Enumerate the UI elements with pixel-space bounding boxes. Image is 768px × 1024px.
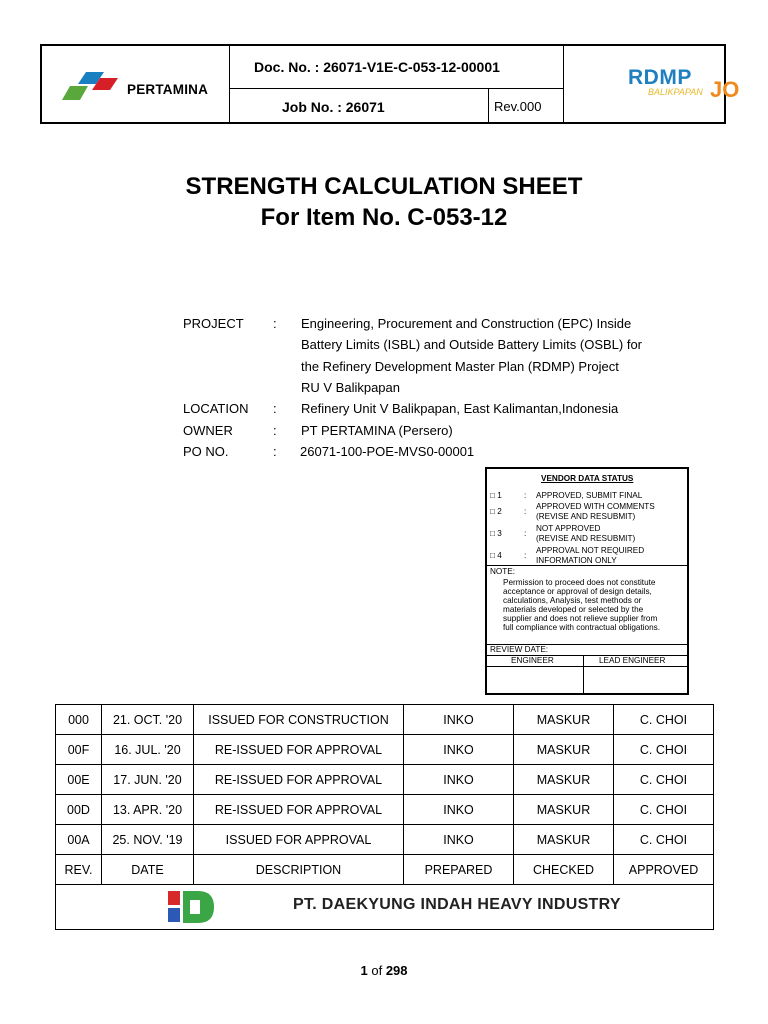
- info-colon: :: [273, 401, 277, 416]
- status-checkbox: □ 3: [490, 529, 502, 538]
- date-cell: 25. NOV. '19: [102, 825, 194, 855]
- page-current: 1: [360, 963, 368, 978]
- vendor-data-status-stamp: [485, 467, 689, 695]
- stamp-divider: [487, 565, 687, 566]
- contractor-logo-cell: [56, 885, 714, 930]
- rev-cell: 00F: [56, 735, 102, 765]
- document-subtitle: For Item No. C-053-12: [260, 204, 508, 231]
- pertamina-logo-text: PERTAMINA: [127, 82, 209, 97]
- table-row: [56, 825, 714, 855]
- revision-number: Rev.000: [494, 99, 542, 114]
- status-checkbox: □ 4: [490, 551, 502, 560]
- status-text: INFORMATION ONLY: [536, 556, 617, 565]
- checked-cell: MASKUR: [514, 765, 614, 795]
- description-cell: RE-ISSUED FOR APPROVAL: [194, 795, 404, 825]
- info-value-po: 26071-100-POE-MVS0-00001: [300, 444, 475, 459]
- table-row: [56, 705, 714, 735]
- info-value-line: Engineering, Procurement and Construction (EPC) Inside: [301, 316, 632, 331]
- header-divider: [488, 88, 489, 122]
- info-value-owner: PT PERTAMINA (Persero): [301, 423, 453, 438]
- approved-cell: C. CHOI: [614, 705, 714, 735]
- approved-cell: C. CHOI: [614, 765, 714, 795]
- note-line: calculations, Analysis, test methods or: [503, 596, 642, 605]
- document-title: STRENGTH CALCULATION SHEET: [185, 173, 583, 200]
- status-text: APPROVED, SUBMIT FINAL: [536, 491, 643, 500]
- rdmp-logo-text: RDMP: [628, 66, 692, 89]
- pertamina-logo-icon: [62, 70, 124, 106]
- page-number: [0, 963, 768, 978]
- note-label: NOTE:: [490, 567, 516, 576]
- job-number: Job No. : 26071: [282, 99, 385, 115]
- info-value-location: Refinery Unit V Balikpapan, East Kalimantan,Indonesia: [301, 401, 619, 416]
- note-line: full compliance with contractual obligations.: [503, 623, 661, 632]
- info-label: LOCATION: [183, 401, 249, 416]
- document-header: [40, 44, 740, 124]
- status-text: (REVISE AND RESUBMIT): [536, 534, 636, 543]
- rev-cell: 00A: [56, 825, 102, 855]
- description-cell: ISSUED FOR CONSTRUCTION: [194, 705, 404, 735]
- approved-cell: C. CHOI: [614, 795, 714, 825]
- checked-cell: MASKUR: [514, 735, 614, 765]
- date-cell: 21. OCT. '20: [102, 705, 194, 735]
- checked-cell: MASKUR: [514, 705, 614, 735]
- info-label: PROJECT: [183, 316, 244, 331]
- info-label: OWNER: [183, 423, 233, 438]
- approved-cell: C. CHOI: [614, 825, 714, 855]
- rev-header: REV.: [56, 855, 102, 885]
- stamp-divider: [487, 666, 687, 667]
- info-colon: :: [273, 316, 277, 331]
- header-divider: [563, 46, 564, 122]
- status-colon: :: [524, 491, 527, 500]
- status-colon: :: [524, 507, 527, 516]
- info-colon: :: [273, 423, 277, 438]
- date-cell: 16. JUL. '20: [102, 735, 194, 765]
- review-date-label: REVIEW DATE:: [490, 645, 549, 654]
- approved-cell: C. CHOI: [614, 735, 714, 765]
- info-value-line: Battery Limits (ISBL) and Outside Battery Limits (OSBL) for: [301, 337, 643, 353]
- note-line: supplier and does not relieve supplier from: [503, 614, 658, 623]
- status-text: (REVISE AND RESUBMIT): [536, 512, 636, 521]
- prepared-cell: INKO: [404, 705, 514, 735]
- table-row: [56, 765, 714, 795]
- status-colon: :: [524, 551, 527, 560]
- rev-cell: 00D: [56, 795, 102, 825]
- info-value-project: [301, 313, 661, 398]
- header-divider: [229, 88, 563, 89]
- contractor-row: [56, 885, 714, 930]
- description-header: DESCRIPTION: [194, 855, 404, 885]
- revision-table: [55, 704, 714, 930]
- date-cell: 13. APR. '20: [102, 795, 194, 825]
- stamp-title: VENDOR DATA STATUS: [541, 474, 634, 483]
- table-row: [56, 735, 714, 765]
- checked-cell: MASKUR: [514, 825, 614, 855]
- prepared-cell: INKO: [404, 825, 514, 855]
- date-header: DATE: [102, 855, 194, 885]
- prepared-cell: INKO: [404, 765, 514, 795]
- checked-header: CHECKED: [514, 855, 614, 885]
- header-divider: [229, 46, 230, 122]
- note-line: acceptance or approval of design details,: [503, 587, 652, 596]
- lead-engineer-label: LEAD ENGINEER: [599, 656, 666, 665]
- contractor-name: PT. DAEKYUNG INDAH HEAVY INDUSTRY: [293, 896, 621, 913]
- prepared-header: PREPARED: [404, 855, 514, 885]
- table-row: [56, 795, 714, 825]
- note-line: materials developed or selected by the: [503, 605, 644, 614]
- daekyung-logo-icon: [168, 891, 216, 923]
- status-checkbox: □ 1: [490, 491, 502, 500]
- info-label: PO NO.: [183, 444, 229, 459]
- info-value-line: RU V Balikpapan: [301, 379, 400, 395]
- rev-cell: 000: [56, 705, 102, 735]
- page-of: of: [371, 963, 383, 978]
- info-value-line: the Refinery Development Master Plan (RDMP) Project: [301, 358, 619, 374]
- status-text: APPROVED WITH COMMENTS: [536, 502, 655, 511]
- prepared-cell: INKO: [404, 795, 514, 825]
- info-colon: :: [273, 444, 277, 459]
- stamp-divider: [583, 655, 584, 693]
- description-cell: RE-ISSUED FOR APPROVAL: [194, 765, 404, 795]
- engineer-label: ENGINEER: [511, 656, 554, 665]
- description-cell: RE-ISSUED FOR APPROVAL: [194, 735, 404, 765]
- rdmp-logo-jo: JO: [710, 77, 740, 102]
- note-line: Permission to proceed does not constitute: [503, 578, 656, 587]
- rdmp-logo-subtext: BALIKPAPAN: [648, 87, 703, 97]
- checked-cell: MASKUR: [514, 795, 614, 825]
- doc-number: Doc. No. : 26071-V1E-C-053-12-00001: [254, 59, 500, 75]
- status-colon: :: [524, 529, 527, 538]
- status-text: APPROVAL NOT REQUIRED: [536, 546, 645, 555]
- project-info: [0, 313, 768, 463]
- status-text: NOT APPROVED: [536, 524, 601, 533]
- approved-header: APPROVED: [614, 855, 714, 885]
- rev-cell: 00E: [56, 765, 102, 795]
- prepared-cell: INKO: [404, 735, 514, 765]
- page-total: 298: [385, 963, 408, 978]
- date-cell: 17. JUN. '20: [102, 765, 194, 795]
- description-cell: ISSUED FOR APPROVAL: [194, 825, 404, 855]
- status-checkbox: □ 2: [490, 507, 502, 516]
- table-header-row: [56, 855, 714, 885]
